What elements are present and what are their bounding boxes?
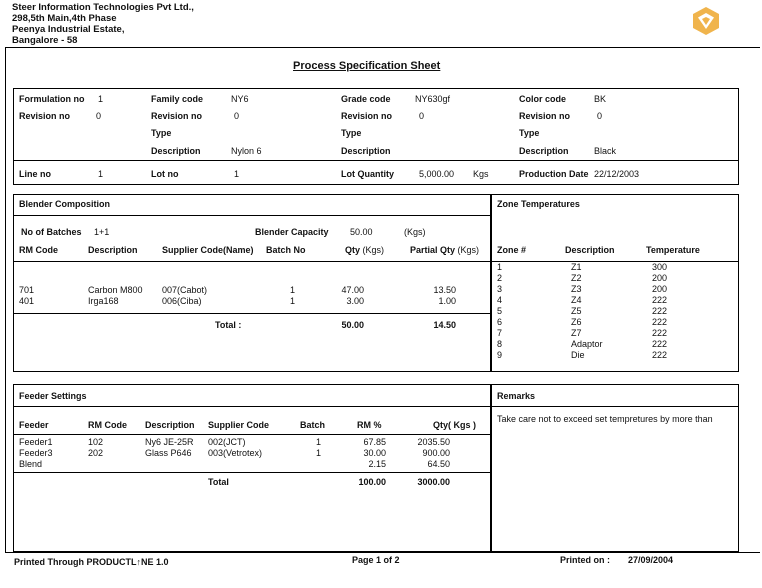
feeder-title-divider xyxy=(13,406,491,407)
color-revision-value: 0 xyxy=(597,111,603,121)
grade-revision-value: 0 xyxy=(419,111,425,121)
feeder-rm-pct: 30.00 xyxy=(363,448,386,458)
color-code-value: BK xyxy=(594,94,607,104)
page-left-border xyxy=(5,47,6,552)
feeder-supplier: 003(Vetrotex) xyxy=(208,448,263,458)
line-no-label: Line no xyxy=(19,169,51,179)
zone-description: Z6 xyxy=(571,317,582,327)
feeder-batch: 1 xyxy=(316,437,322,447)
blender-section-title: Blender Composition xyxy=(19,199,111,209)
family-revision-value: 0 xyxy=(234,111,240,121)
page-number: Page 1 of 2 xyxy=(352,555,400,565)
revision-no-value: 0 xyxy=(96,111,102,121)
blender-header-divider xyxy=(13,261,491,262)
blender-rm-code: 401 xyxy=(19,296,35,306)
zone-section-title: Zone Temperatures xyxy=(497,199,580,209)
col-description: Description xyxy=(88,245,138,255)
col-feeder-rm-pct: RM % xyxy=(357,420,382,430)
zone-description: Adaptor xyxy=(571,339,603,349)
zone-number: 3 xyxy=(497,284,503,294)
feeder-name: Feeder3 xyxy=(19,448,53,458)
blender-description: Carbon M800 xyxy=(88,285,143,295)
color-description-label: Description xyxy=(519,146,569,156)
zone-number: 6 xyxy=(497,317,503,327)
printed-on-date: 27/09/2004 xyxy=(628,555,674,565)
grade-code-value: NY630gf xyxy=(415,94,451,104)
zone-header-divider xyxy=(491,261,739,262)
zone-description: Z3 xyxy=(571,284,582,294)
col-feeder: Feeder xyxy=(19,420,49,430)
col-feeder-batch: Batch xyxy=(300,420,326,430)
col-rm-code: RM Code xyxy=(19,245,58,255)
zone-number: 8 xyxy=(497,339,503,349)
col-feeder-supplier: Supplier Code xyxy=(208,420,270,430)
batches-value: 1+1 xyxy=(94,227,110,237)
zone-description: Z1 xyxy=(571,262,582,272)
feeder-rm-pct: 67.85 xyxy=(363,437,386,447)
footer-divider xyxy=(5,552,760,553)
zone-number: 9 xyxy=(497,350,503,360)
lot-no-label: Lot no xyxy=(151,169,179,179)
details-divider xyxy=(13,160,739,161)
feeder-description: Ny6 JE-25R xyxy=(145,437,194,447)
line-no-value: 1 xyxy=(98,169,104,179)
col-zone: Zone # xyxy=(497,245,527,255)
zone-temperature: 200 xyxy=(652,273,668,283)
feeder-rm-code: 202 xyxy=(88,448,104,458)
family-code-value: NY6 xyxy=(231,94,249,104)
zone-number: 2 xyxy=(497,273,503,283)
page-title: Process Specification Sheet xyxy=(293,60,441,72)
blender-total-label: Total : xyxy=(215,320,242,330)
production-date-label: Production Date xyxy=(519,169,589,179)
col-feeder-description: Description xyxy=(145,420,195,430)
zone-temperature: 222 xyxy=(652,350,668,360)
grade-type-label: Type xyxy=(341,128,362,138)
col-feeder-qty: Qty( Kgs ) xyxy=(433,420,477,430)
zone-description: Z2 xyxy=(571,273,582,283)
zone-temperature: 222 xyxy=(652,306,668,316)
company-name: Steer Information Technologies Pvt Ltd., xyxy=(12,2,194,13)
blender-title-divider xyxy=(13,215,491,216)
blender-capacity-value: 50.00 xyxy=(350,227,373,237)
feeder-qty: 64.50 xyxy=(427,459,450,469)
lot-quantity-label: Lot Quantity xyxy=(341,169,394,179)
feeder-batch: 1 xyxy=(316,448,322,458)
zone-description: Z5 xyxy=(571,306,582,316)
col-feeder-rm-code: RM Code xyxy=(88,420,127,430)
lot-no-value: 1 xyxy=(234,169,240,179)
color-description-value: Black xyxy=(594,146,617,156)
zone-description: Z4 xyxy=(571,295,582,305)
zone-temperature: 222 xyxy=(652,339,668,349)
blender-partial: 13.50 xyxy=(433,285,456,295)
company-address-line: Peenya Industrial Estate, xyxy=(12,24,125,35)
blender-batch: 1 xyxy=(290,285,296,295)
color-revision-label: Revision no xyxy=(519,111,571,121)
col-supplier-code: Supplier Code(Name) xyxy=(162,245,254,255)
color-code-label: Color code xyxy=(519,94,567,104)
feeder-header-divider xyxy=(13,434,491,435)
printed-on-label: Printed on : xyxy=(560,555,610,565)
blender-composition-box xyxy=(13,194,491,372)
remarks-box xyxy=(491,384,739,552)
feeder-total-label: Total xyxy=(208,477,229,487)
family-type-label: Type xyxy=(151,128,172,138)
zone-temperature: 222 xyxy=(652,317,668,327)
remarks-title-divider xyxy=(491,406,739,407)
blender-supplier: 006(Ciba) xyxy=(162,296,202,306)
blender-description: Irga168 xyxy=(88,296,119,306)
grade-code-label: Grade code xyxy=(341,94,391,104)
col-qty: Qty (Kgs) xyxy=(345,245,385,255)
blender-total-partial: 14.50 xyxy=(433,320,456,330)
company-address-line: Bangalore - 58 xyxy=(12,35,78,46)
feeder-total-divider xyxy=(13,472,491,473)
lot-quantity-unit: Kgs xyxy=(473,169,489,179)
blender-capacity-unit: (Kgs) xyxy=(404,227,426,237)
feeder-description: Glass P646 xyxy=(145,448,192,458)
zone-number: 1 xyxy=(497,262,503,272)
lot-quantity-value: 5,000.00 xyxy=(419,169,455,179)
blender-total-qty: 50.00 xyxy=(341,320,364,330)
color-type-label: Type xyxy=(519,128,540,138)
remarks-text: Take care not to exceed set tempretures by more than xyxy=(497,414,713,424)
zone-temperature: 200 xyxy=(652,284,668,294)
blender-qty: 3.00 xyxy=(346,296,364,306)
zone-number: 4 xyxy=(497,295,503,305)
grade-revision-label: Revision no xyxy=(341,111,393,121)
family-code-label: Family code xyxy=(151,94,204,104)
production-date-value: 22/12/2003 xyxy=(594,169,640,179)
formulation-no-label: Formulation no xyxy=(19,94,85,104)
blender-rm-code: 701 xyxy=(19,285,35,295)
blender-partial: 1.00 xyxy=(438,296,456,306)
feeder-rm-pct: 2.15 xyxy=(368,459,386,469)
revision-no-label: Revision no xyxy=(19,111,71,121)
blender-batch: 1 xyxy=(290,296,296,306)
family-revision-label: Revision no xyxy=(151,111,203,121)
batches-label: No of Batches xyxy=(21,227,82,237)
blender-total-divider xyxy=(13,313,491,314)
family-description-label: Description xyxy=(151,146,201,156)
feeder-total-qty: 3000.00 xyxy=(417,477,450,487)
formulation-no-value: 1 xyxy=(98,94,104,104)
zone-description: Z7 xyxy=(571,328,582,338)
header-divider xyxy=(5,47,760,48)
remarks-title: Remarks xyxy=(497,391,536,401)
zone-temperature: 222 xyxy=(652,295,668,305)
col-partial-qty: Partial Qty (Kgs) xyxy=(410,245,480,255)
feeder-name: Feeder1 xyxy=(19,437,53,447)
col-zone-description: Description xyxy=(565,245,615,255)
blender-capacity-label: Blender Capacity xyxy=(255,227,329,237)
col-batch-no: Batch No xyxy=(266,245,306,255)
company-address-line: 298,5th Main,4th Phase xyxy=(12,13,117,24)
grade-description-label: Description xyxy=(341,146,391,156)
zone-temperature: 222 xyxy=(652,328,668,338)
feeder-total-pct: 100.00 xyxy=(358,477,386,487)
family-description-value: Nylon 6 xyxy=(231,146,262,156)
feeder-supplier: 002(JCT) xyxy=(208,437,246,447)
feeder-rm-code: 102 xyxy=(88,437,104,447)
zone-description: Die xyxy=(571,350,585,360)
blender-qty: 47.00 xyxy=(341,285,364,295)
feeder-name: Blend xyxy=(19,459,43,469)
zone-temperature: 300 xyxy=(652,262,668,272)
feeder-qty: 900.00 xyxy=(422,448,450,458)
zone-number: 7 xyxy=(497,328,503,338)
blender-supplier: 007(Cabot) xyxy=(162,285,208,295)
feeder-section-title: Feeder Settings xyxy=(19,391,87,401)
company-logo-icon xyxy=(690,5,722,37)
col-temperature: Temperature xyxy=(646,245,700,255)
zone-number: 5 xyxy=(497,306,503,316)
zone-temperatures-box xyxy=(491,194,739,372)
feeder-qty: 2035.50 xyxy=(417,437,450,447)
printed-through: Printed Through PRODUCTL↑NE 1.0 xyxy=(14,557,169,567)
